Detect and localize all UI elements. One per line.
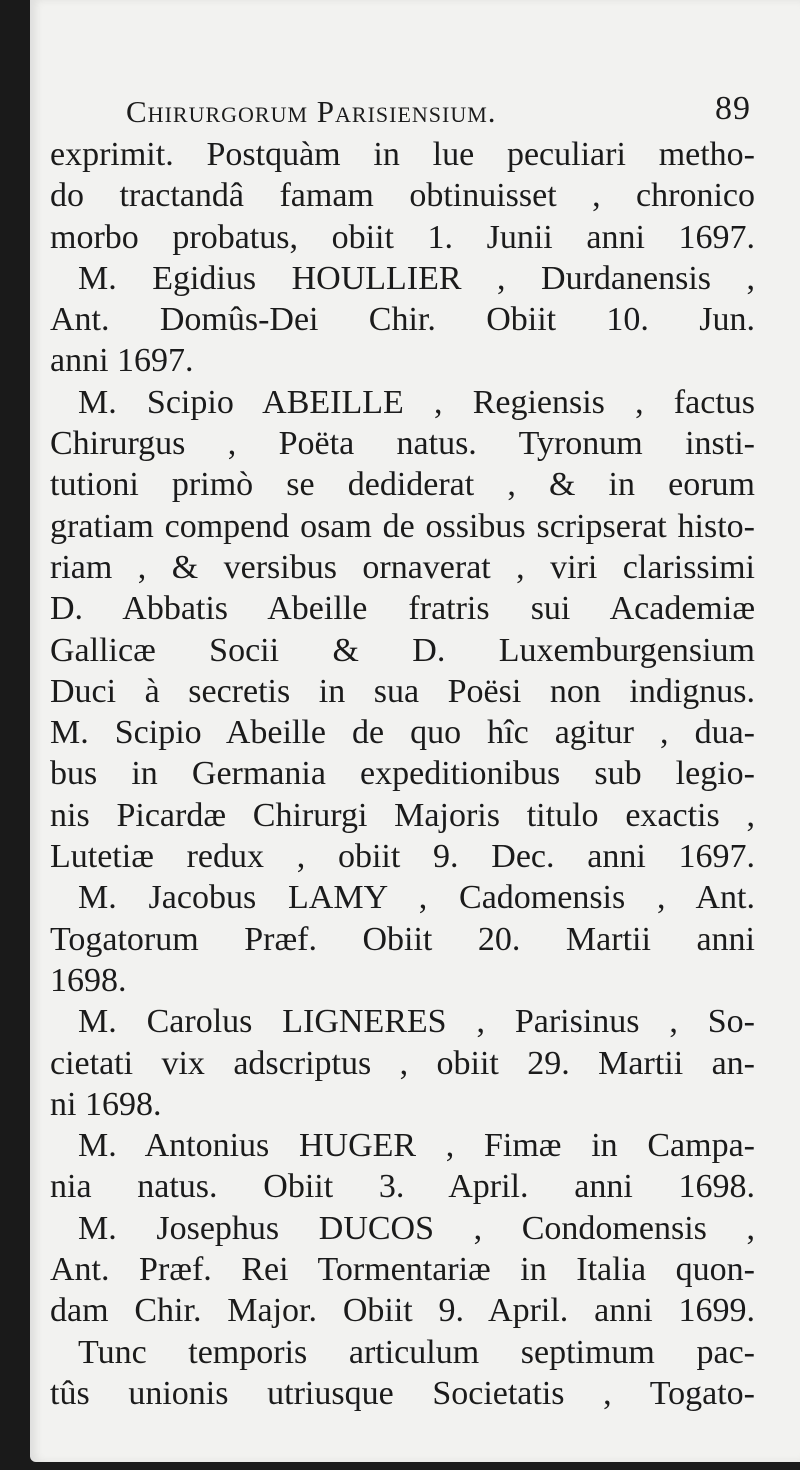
text-line: bus in Germania expeditionibus sub legio- bbox=[50, 755, 755, 793]
text-line: 1698. bbox=[50, 961, 127, 999]
text-line: do tractandâ famam obtinuisset , chronico bbox=[50, 177, 755, 215]
text-line: Duci à secretis in sua Poësi non indignus. bbox=[50, 672, 755, 710]
text-line: dam Chir. Major. Obiit 9. April. anni 1699. bbox=[50, 1292, 755, 1330]
text-line: nis Picardæ Chirurgi Majoris titulo exactis , bbox=[50, 796, 755, 834]
text-line: Lutetiæ redux , obiit 9. Dec. anni 1697. bbox=[50, 838, 755, 876]
page-number: 89 bbox=[715, 90, 751, 127]
book-page bbox=[30, 0, 800, 1462]
text-line: Gallicæ Socii & D. Luxemburgensium bbox=[50, 631, 755, 669]
text-line: M. Jacobus LAMY , Cadomensis , Ant. bbox=[78, 879, 755, 917]
text-line: M. Carolus LIGNERES , Parisinus , So- bbox=[78, 1003, 755, 1041]
text-line: morbo probatus, obiit 1. Junii anni 1697. bbox=[50, 218, 755, 256]
text-line: D. Abbatis Abeille fratris sui Academiæ bbox=[50, 590, 755, 628]
text-line: nia natus. Obiit 3. April. anni 1698. bbox=[50, 1168, 755, 1206]
page-content bbox=[50, 88, 755, 1414]
text-line: Chirurgus , Poëta natus. Tyronum insti- bbox=[50, 425, 755, 463]
text-line: Ant. Domûs-Dei Chir. Obiit 10. Jun. bbox=[50, 301, 755, 339]
text-line: ni 1698. bbox=[50, 1085, 162, 1123]
text-line: M. Scipio Abeille de quo hîc agitur , dua- bbox=[50, 714, 755, 752]
running-title: Chirurgorum Parisiensium. bbox=[126, 94, 497, 129]
text-line: riam , & versibus ornaverat , viri clarissimi bbox=[50, 548, 755, 586]
text-line: cietati vix adscriptus , obiit 29. Martii an- bbox=[50, 1044, 755, 1082]
text-line: tûs unionis utriusque Societatis , Togato- bbox=[50, 1374, 755, 1412]
text-line: exprimit. Postquàm in lue peculiari metho- bbox=[50, 136, 755, 173]
text-line: M. Antonius HUGER , Fimæ in Campa- bbox=[78, 1127, 755, 1165]
text-line: M. Scipio ABEILLE , Regiensis , factus bbox=[78, 383, 755, 421]
text-line: Togatorum Præf. Obiit 20. Martii anni bbox=[50, 920, 755, 958]
text-line: M. Josephus DUCOS , Condomensis , bbox=[78, 1209, 755, 1247]
text-line: M. Egidius HOULLIER , Durdanensis , bbox=[78, 259, 755, 297]
text-line: tutioni primò se dediderat , & in eorum bbox=[50, 466, 755, 504]
running-header bbox=[50, 88, 755, 134]
text-line: anni 1697. bbox=[50, 342, 194, 380]
text-line: Ant. Præf. Rei Tormentariæ in Italia quon- bbox=[50, 1251, 755, 1289]
text-line: gratiam compend osam de ossibus scripserat histo- bbox=[50, 507, 755, 545]
body-text bbox=[50, 134, 755, 1414]
text-line: Tunc temporis articulum septimum pac- bbox=[78, 1333, 755, 1371]
